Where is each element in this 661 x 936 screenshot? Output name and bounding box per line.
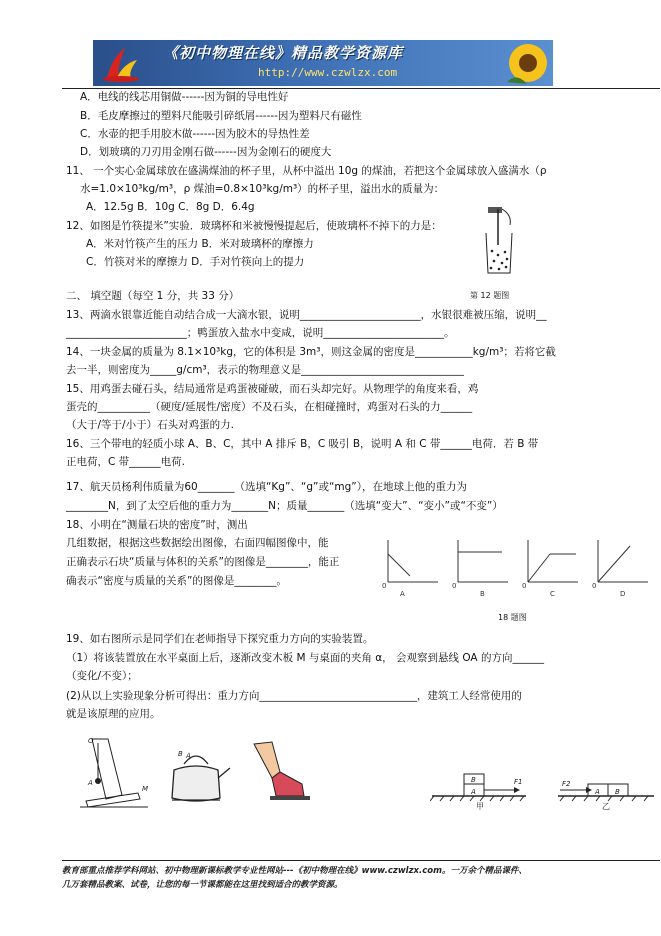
text-line: 11、 一个实心金属球放在盛满煤油的杯子里，从杯中溢出 10g 的煤油，若把这个金属球放入盛满水（ρ: [66, 165, 547, 177]
graph-b-zero: 0: [452, 582, 457, 590]
text-line: 16、三个带电的轻质小球 A、B、C，其中 A 排斥 B，C 吸引 B，说明 A 和 C 带______电荷．若 B 带: [66, 438, 539, 450]
graph-a-zero: 0: [382, 582, 387, 590]
text-line: D．划玻璃的刀刃用金刚石做------因为金刚石的硬度大: [80, 146, 332, 158]
text-line: A．米对竹筷产生的压力 B．米对玻璃杯的摩擦力: [86, 238, 314, 250]
text-line: 正电荷，C 带______电荷.: [66, 456, 186, 468]
text-line: 水=1.0×10³kg/m³，ρ 煤油=0.8×10³kg/m³）的杯子里，溢出水的质量为：: [80, 183, 445, 195]
text-line: 正确表示石块“质量与体积的关系”的图像是________，能正: [66, 556, 340, 568]
pendulum-label-o: O: [88, 737, 94, 745]
text-line: A．电线的线芯用铜做------因为铜的导电性好: [80, 91, 289, 103]
pendulum-label-a: A: [88, 779, 93, 787]
text-line: 15、用鸡蛋去碰石头，结局通常是鸡蛋被碰破，而石头却完好。从物理学的角度来看，鸡: [66, 383, 479, 395]
text-line: 13、两滴水银靠近能自动结合成一大滴水银，说明_______________________，水银很难被压缩，说明__: [66, 309, 547, 321]
pendulum-label-m: M: [142, 785, 149, 793]
kettle-icon: [162, 742, 232, 806]
chopstick-rice-figure: [480, 205, 520, 277]
blocks-yi-figure: [556, 776, 656, 812]
graph-d-label: D: [620, 590, 626, 598]
text-line: 去一半，则密度为_____g/cm³，表示的物理意义是_______________________________: [66, 364, 464, 376]
text-line: 二、 填空题（每空 1 分，共 33 分）: [66, 290, 240, 302]
text-line: 确表示“密度与质量的关系”的图像是________。: [66, 575, 287, 587]
page-footer: [62, 864, 527, 892]
graphs-figure: [380, 536, 660, 600]
text-line: 就是该原理的应用。: [66, 708, 161, 720]
text-line: 蛋壳的__________（硬度/延展性/密度）不及石头，在相碰撞时，鸡蛋对石头的力______: [66, 401, 473, 413]
kettle-label-b: B: [178, 750, 183, 758]
footer-line-1: 教育部重点推荐学科网站、初中物理新课标教学专业性网站---《初中物理在线》www.czwlzx.com。一万余个精品课件、: [62, 866, 527, 876]
graph-a-label: A: [400, 590, 405, 598]
jia-label-f1: F1: [514, 778, 523, 786]
text-line: (2)从以上实验现象分析可得出：重力方向______________________________，建筑工人经常使用的: [66, 690, 522, 702]
yi-label-f2: F2: [562, 780, 571, 788]
text-line: ________N，到了太空后他的重力为_______N；质量_______（选填“变大”、“变小”或“不变”）: [66, 500, 503, 512]
text-line: 19、如右图所示是同学们在老师指导下探究重力方向的实验装置。: [66, 633, 374, 645]
fig18-caption: 18 题图: [498, 613, 527, 622]
jia-label: 甲: [476, 802, 484, 810]
graph-d-zero: 0: [592, 582, 597, 590]
text-line: （大于/等于/小于）石头对鸡蛋的力.: [66, 419, 234, 431]
banner-url[interactable]: http://www.czwlzx.com: [258, 66, 398, 79]
jia-label-a: A: [471, 788, 476, 796]
header-banner: [93, 40, 553, 86]
text-line: B．毛皮摩擦过的塑料尺能吸引碎纸屑------因为塑料尺有磁性: [80, 110, 362, 122]
site-logo-icon: [101, 44, 141, 82]
header-rule: [62, 88, 660, 89]
text-line: 几组数据，根据这些数据绘出图像，右面四幅图像中，能: [66, 537, 329, 549]
fig12-caption: 第 12 题图: [470, 291, 510, 300]
kettle-label-a: A: [186, 752, 191, 760]
yi-label-b: B: [615, 788, 620, 796]
text-line: C．竹筷对米的摩擦力 D．手对竹筷向上的提力: [86, 256, 305, 268]
footer-rule: [62, 860, 660, 861]
pendulum-board-figure: [78, 735, 154, 811]
graph-c-label: C: [550, 590, 555, 598]
banner-title: 《初中物理在线》精品教学资源库: [163, 44, 404, 62]
yi-label-a: A: [595, 788, 600, 796]
graph-c-zero: 0: [522, 582, 527, 590]
graph-b-label: B: [480, 590, 485, 598]
text-line: 18、小明在“测量石块的密度”时，测出: [66, 519, 248, 531]
text-line: 17、航天员杨利伟质量为60_______（选填“Kg”、“g”或“mg”），在地球上他的重力为: [66, 481, 467, 493]
yi-label: 乙: [602, 802, 610, 811]
text-line: _______________________；鸭蛋放入盐水中变咸，说明_______________________。: [66, 327, 455, 339]
footer-line-2: 几万套精品教案、试卷，让您的每一节课都能在这里找到适合的教学资源。: [62, 880, 343, 890]
blocks-jia-figure: [430, 770, 530, 810]
jia-label-b: B: [471, 776, 476, 784]
text-line: C．水壶的把手用胶木做------因为胶木的导热性差: [80, 128, 310, 140]
text-line: 14、一块金属的质量为 8.1×10³kg，它的体积是 3m³，则这金属的密度是___________kg/m³；若将它截: [66, 346, 556, 358]
shoe-on-pedal-icon: [250, 738, 316, 806]
text-line: （变化/不变）；: [66, 670, 138, 682]
sunflower-icon: [507, 42, 549, 84]
text-line: A．12.5g B．10g C．8g D．6.4g: [86, 201, 255, 213]
text-line: （1）将该装置放在水平桌面上后，逐渐改变木板 M 与桌面的夹角 α， 会观察到悬线 OA 的方向______: [66, 652, 544, 664]
text-line: 12、如图是竹筷提米”实验．玻璃杯和米被慢慢提起后，使玻璃杯不掉下的力是：: [66, 220, 442, 232]
